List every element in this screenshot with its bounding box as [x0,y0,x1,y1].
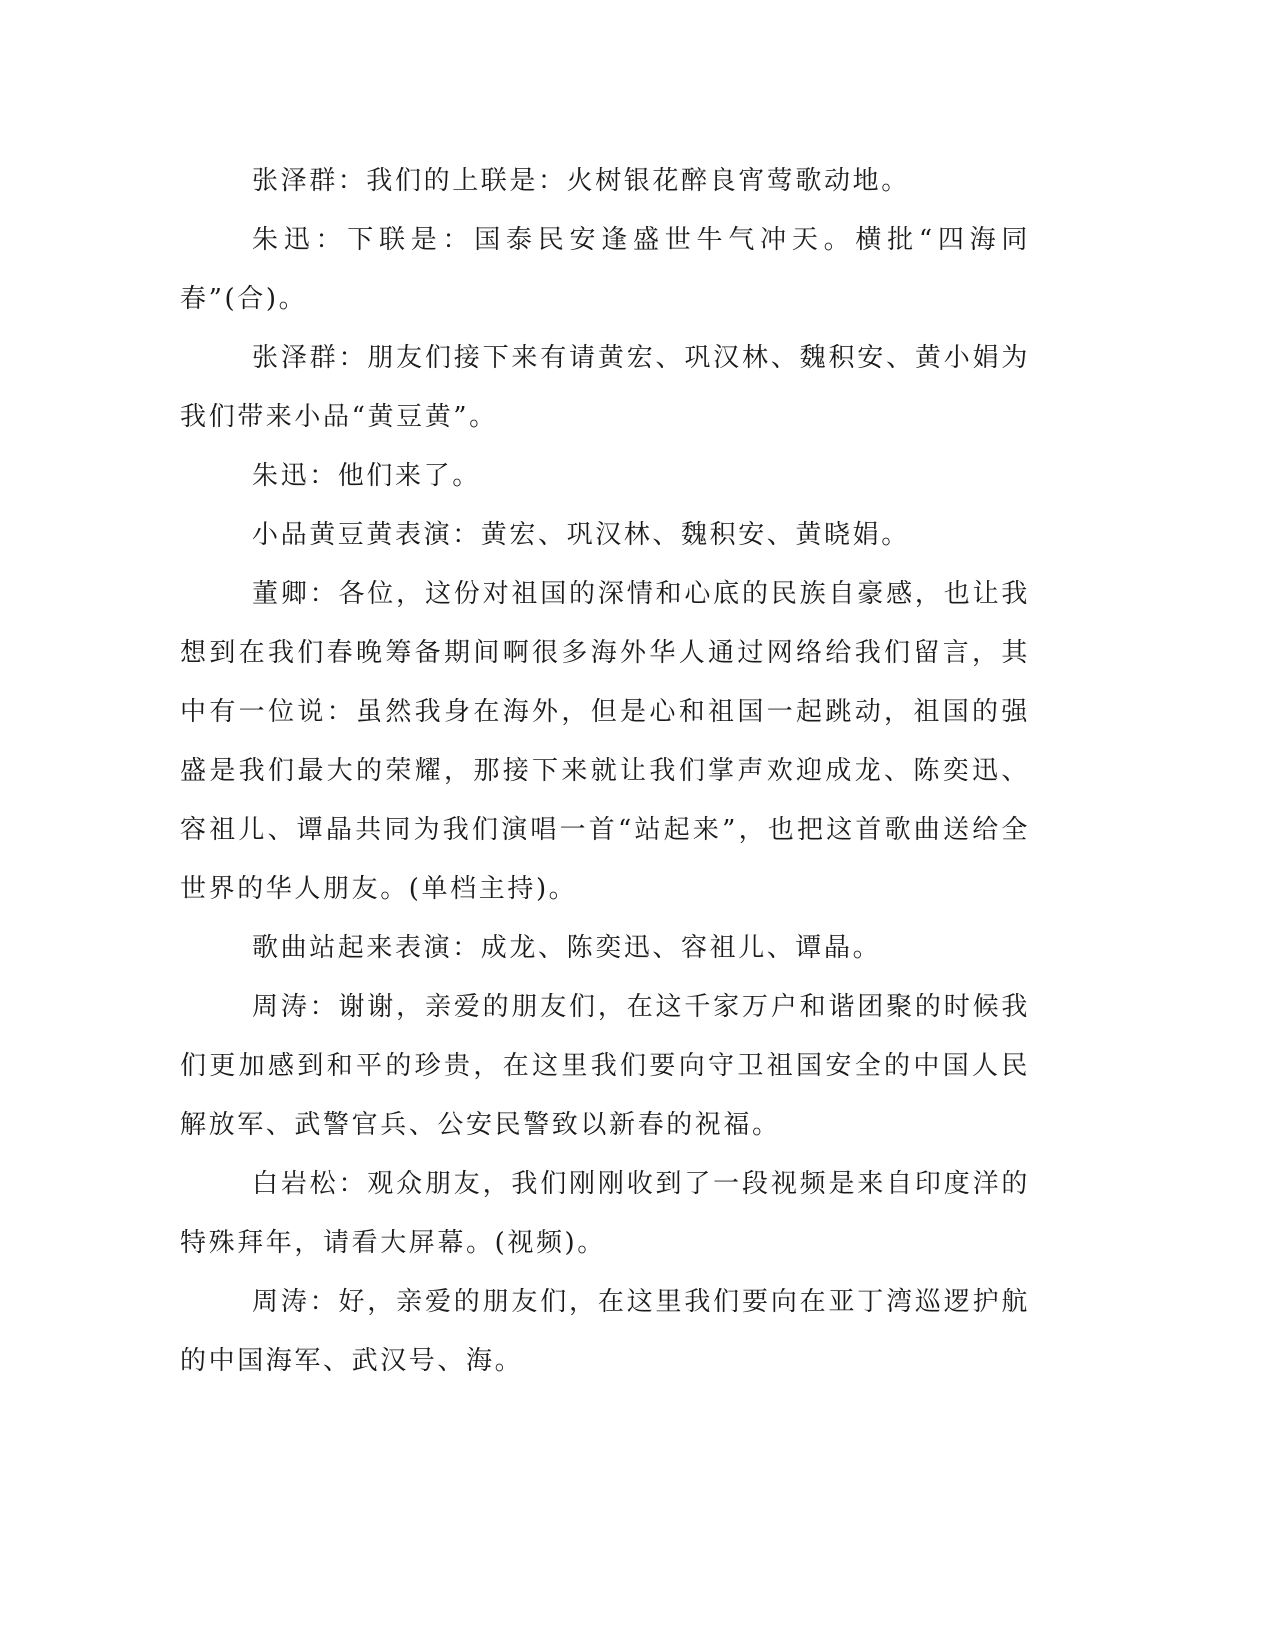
paragraph-5: 小品黄豆黄表演：黄宏、巩汉林、魏积安、黄晓娟。 [252,520,910,550]
paragraph-3: 张泽群：朋友们接下来有请黄宏、巩汉林、魏积安、黄小娟为我们带来小品“黄豆黄”。 [180,343,1030,432]
paragraph-9: 白岩松：观众朋友，我们刚刚收到了一段视频是来自印度洋的特殊拜年，请看大屏幕。(视频)。 [180,1169,1030,1258]
paragraph-7: 歌曲站起来表演：成龙、陈奕迅、容祖儿、谭晶。 [252,933,882,963]
paragraph-4: 朱迅：他们来了。 [252,461,481,491]
paragraph-2: 朱迅：下联是：国泰民安逢盛世牛气冲天。横批“四海同春”(合)。 [180,225,1030,314]
paragraph-10: 周涛：好，亲爱的朋友们，在这里我们要向在亚丁湾巡逻护航的中国海军、武汉号、海。 [180,1287,1030,1376]
paragraph-8: 周涛：谢谢，亲爱的朋友们，在这千家万户和谐团聚的时候我们更加感到和平的珍贵，在这里我们要向守卫祖国安全的中国人民解放军、武警官兵、公安民警致以新春的祝福。 [180,992,1030,1140]
paragraph-1: 张泽群：我们的上联是：火树银花醉良宵莺歌动地。 [252,166,910,196]
document-body [180,152,1030,1391]
paragraph-6: 董卿：各位，这份对祖国的深情和心底的民族自豪感，也让我想到在我们春晚筹备期间啊很多海外华人通过网络给我们留言，其中有一位说：虽然我身在海外，但是心和祖国一起跳动，祖国的强盛是我们最大的荣耀，那接下来就让我们掌声欢迎成龙、陈奕迅、容祖儿、谭晶共同为我们演唱一首“站起来”，也把这首歌曲送给全世界的华人朋友。(单档主持)。 [180,579,1030,904]
